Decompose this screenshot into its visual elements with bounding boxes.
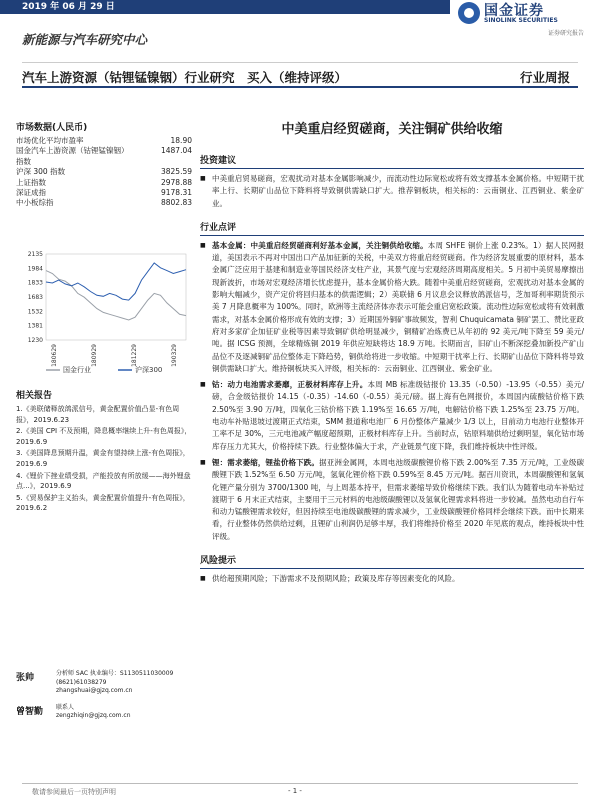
- y-tick-label: 1683: [27, 293, 43, 301]
- x-tick-label: 181229: [131, 344, 138, 367]
- market-row: [16, 136, 192, 146]
- market-value: 9178.31: [160, 188, 192, 198]
- analyst-info: [56, 704, 131, 721]
- invest-advice-heading: 投资建议: [200, 153, 584, 169]
- market-label: 市场优化平均市盈率: [16, 136, 84, 145]
- risk-text: ■ 供给超预期风险；下游需求不及预期风险；政策及库存等因素变化的风险。: [200, 573, 584, 585]
- market-row: [16, 198, 192, 208]
- related-reports: [16, 388, 192, 515]
- lithium-text: 据亚洲金属网，本周电池级碳酸锂价格下跌 2.00%至 7.35 万元/吨，工业级碳酸锂下跌 1.52%至 6.50 万元/吨，氢氧化锂价格下跌 0.59%至 8.45 万元/吨。据百川资讯，本周碳酸锂和氢氧化锂产量分别为 3700/1300 吨，与上周基本持平，但需求萎缩导致价格继续下跌。我们认为随着电动车补贴过渡期于 6 月末正式结束，主要用于三元材料的电池级碳酸锂以及氢氧化锂需求料将进一步较减。虽然电动自行车和动力锰酸锂需求较好，但因持续至电池级碳酸锂的需求减少，工业级碳酸锂价格同样会继续下跌。而中长期来看，行业整体仍然供给过剩，且锂矿山利润仍足够丰厚，我们将维持价格至 2020 年见底的观点，维持板块中性评级。: [212, 457, 585, 541]
- chart-frame: [46, 254, 186, 340]
- legend-label: 国金行业: [63, 366, 91, 374]
- analyst-entry: [16, 670, 192, 696]
- logo-mark-icon: [458, 2, 480, 24]
- related-report-link[interactable]: 1.《美联储释放鸽派信号，黄金配置价值凸显-有色周报》，2019.6.23: [16, 405, 180, 424]
- analyst-credential: 分析师 SAC 执业编号：S1130511030009: [56, 670, 174, 677]
- index-chart: [16, 248, 192, 378]
- logo-text-cn: 国金证券: [484, 3, 544, 19]
- y-tick-label: 1532: [27, 308, 43, 316]
- x-tick-label: 180929: [91, 344, 98, 367]
- lithium-paragraph: [200, 457, 584, 543]
- industry-review-heading: 行业点评: [200, 220, 584, 236]
- market-label: 国金汽车上游资源（钴锂锰镍铟）指数: [16, 146, 129, 166]
- brand-logo: [450, 0, 600, 38]
- analyst-info: [56, 670, 173, 696]
- related-report-link[interactable]: 3.《美国降息预期升温，黄金有望持续上涨-有色周报》，2019.6.9: [16, 449, 190, 468]
- market-data-heading: 市场数据(人民币): [16, 123, 88, 133]
- related-report-link[interactable]: 2.《美国 CPI 不及预期，降息概率继续上升-有色周报》，2019.6.9: [16, 427, 192, 446]
- analyst-email[interactable]: zhangshuai@gjzq.com.cn: [56, 687, 133, 694]
- x-tick-label: 190329: [171, 344, 178, 367]
- cobalt-text: 本周 MB 标准级钴报价 13.35（-0.50）-13.95（-0.55）美元/磅，合金级钴报价 14.15（-0.35）-14.60（-0.55）美元/磅。据上海有色网报价，本周国内硫酸钴价格下跌 2.50%至 3.90 万/吨，四氧化三钴价格下跌 1.19%至 16.65 万/吨，电解钴价格下跌 1.25%至 23.75 万/吨。电动车补贴退坡过渡期正式结束，SMM 报道称电池厂 6 月份整体产量减少 1/3 以上，目前动力电池行业整体开工率不足 30%，三元电池减产幅度超预期，正极材料库存上升。当前时点，钴原料端供给过剩明显，氧化钴市场库存压力尤其大，价格持续下跌。行业整体偏大于求，产业链景气度下降，我们维持板块中性评级。: [212, 380, 584, 451]
- y-tick-label: 1984: [27, 265, 43, 273]
- sidebar: [16, 120, 192, 719]
- market-label: 沪深 300 指数: [16, 167, 66, 177]
- cobalt-lead: 钴：动力电池需求萎靡，正极材料库存上升。: [212, 380, 368, 390]
- report-type: 行业周报: [519, 70, 570, 85]
- page-footer: [22, 783, 578, 796]
- invest-advice-text: ■ 中美重启贸易磋商，宏观扰动对基本金属影响减少，而流动性边际宽松或将有效支撑基本金属价格。中短期干扰率上行、长期矿山品位下降料将导致铜供需缺口扩大。推荐铜板块，相关标的：云南铜业、江西铜业、紫金矿业。: [200, 173, 584, 210]
- market-value: 3825.59: [160, 167, 192, 177]
- report-date: 2019 年 06 月 29 日: [22, 2, 115, 12]
- analyst-entry: [16, 704, 192, 721]
- page-number: - 1 -: [288, 787, 302, 795]
- logo-subtitle: 证券研究报告: [548, 30, 585, 37]
- x-tick-label: 180629: [51, 344, 58, 367]
- market-label: 深证成指: [16, 188, 46, 198]
- market-row: [16, 146, 192, 167]
- main-content: [200, 118, 584, 589]
- analyst-name: 曾智勤: [16, 706, 44, 717]
- y-tick-label: 1381: [27, 322, 43, 330]
- analyst-name: 张帅: [16, 673, 35, 683]
- base-metal-text: 本周 SHFE 铜价上涨 0.23%。1）据人民网报道，美国表示不再对中国出口产品加征新的关税，中美双方将重启经贸磋商。作为经济发展重要的原材料，基本金属广泛应用于基建和制造业等国民经济支柱产业，其景气度与宏观经济周期高度相关。5 月初中美贸易摩擦出现新波折，市场对宏观经济增长忧虑提升，基本金属价格大跌。随着中美重启经贸磋商，宏观扰动对基本金属的影响大幅减少，资产定价将回归基本的供需逻辑；2）美联储 6 月议息会议释放鸽派信号，芝加哥利率期货预示美 7 月降息概率为 100%。同时，欧洲等主流经济体亦表示可能会重启宽松政策。流动性边际宽松或将有效刺激需求，对基本金属价格形成有效的支撑；3）近期国外铜矿事故频发，智利 Chuquicamata 铜矿罢工、赞比亚政府对多家矿企加征矿业税等因素导致铜矿供给明显减少，铜精矿冶炼费已从年初的 92 美元/吨下降至 59 美元/吨。据 ICSG 预测，全球精炼铜 2019 年供应短缺将达 18.9 万吨。长期而言，旧矿山不断深挖叠加新投产矿山品位不及逐减铜矿品位整体走下降趋势，铜供给将进一步收缩。中短期干扰率上行、长期矿山品位下降料将导致铜供需缺口扩大。维持铜板块买入评级，相关标的：云南铜业、江西铜业、紫金矿业。: [212, 240, 585, 373]
- main-title: 中美重启经贸磋商，关注铜矿供给收缩: [281, 122, 503, 137]
- lithium-lead: 锂：需求萎缩，锂盐价格下跌。: [212, 457, 320, 467]
- analyst-phone: (8621)61038279: [56, 678, 107, 686]
- market-label: 上证指数: [16, 177, 46, 187]
- market-value: 8802.83: [160, 198, 192, 208]
- market-row: [16, 178, 192, 188]
- market-value: 2978.88: [160, 177, 192, 187]
- related-report-link[interactable]: 5.《贸易保护主义抬头，黄金配置价值提升-有色周报》，2019.6.2: [16, 493, 190, 513]
- market-row: [16, 188, 192, 198]
- base-metal-lead: 基本金属：中美重启经贸磋商利好基本金属，关注铜供给收缩。: [212, 240, 428, 250]
- y-tick-label: 2135: [27, 251, 43, 258]
- y-tick-label: 1833: [27, 279, 43, 287]
- y-tick-label: 1230: [27, 337, 43, 344]
- series-line-csi300: [46, 263, 186, 300]
- market-data-table: [16, 136, 192, 209]
- analyst-email[interactable]: zengzhiqin@gjzq.com.cn: [56, 712, 131, 719]
- market-label: 中小板综指: [16, 198, 54, 208]
- market-row: [16, 167, 192, 177]
- analyst-block: [16, 670, 192, 729]
- risk-heading: 风险提示: [200, 553, 584, 569]
- title-bar: [22, 62, 578, 88]
- legend-label: 沪深300: [135, 366, 163, 374]
- analyst-role: 联系人: [56, 703, 75, 711]
- research-center-name: 新能源与汽车研究中心: [22, 32, 148, 47]
- footer-disclaimer: 敬请参阅最后一页特别声明: [32, 788, 116, 796]
- related-report-link[interactable]: 4.《锂价下挫业绩受损，产能投放有所放缓——海外锂盘点...》，2019.6.9: [16, 471, 191, 491]
- logo-text-en: SINOLINK SECURITIES: [484, 17, 558, 24]
- report-title: 汽车上游资源（钴锂锰镍铟）行业研究 买入（维持评级）: [22, 70, 348, 85]
- market-value: 18.90: [170, 136, 192, 145]
- related-reports-heading: 相关报告: [16, 391, 53, 401]
- cobalt-paragraph: [200, 379, 584, 453]
- base-metal-paragraph: [200, 240, 584, 375]
- market-value: 1487.04: [160, 146, 192, 156]
